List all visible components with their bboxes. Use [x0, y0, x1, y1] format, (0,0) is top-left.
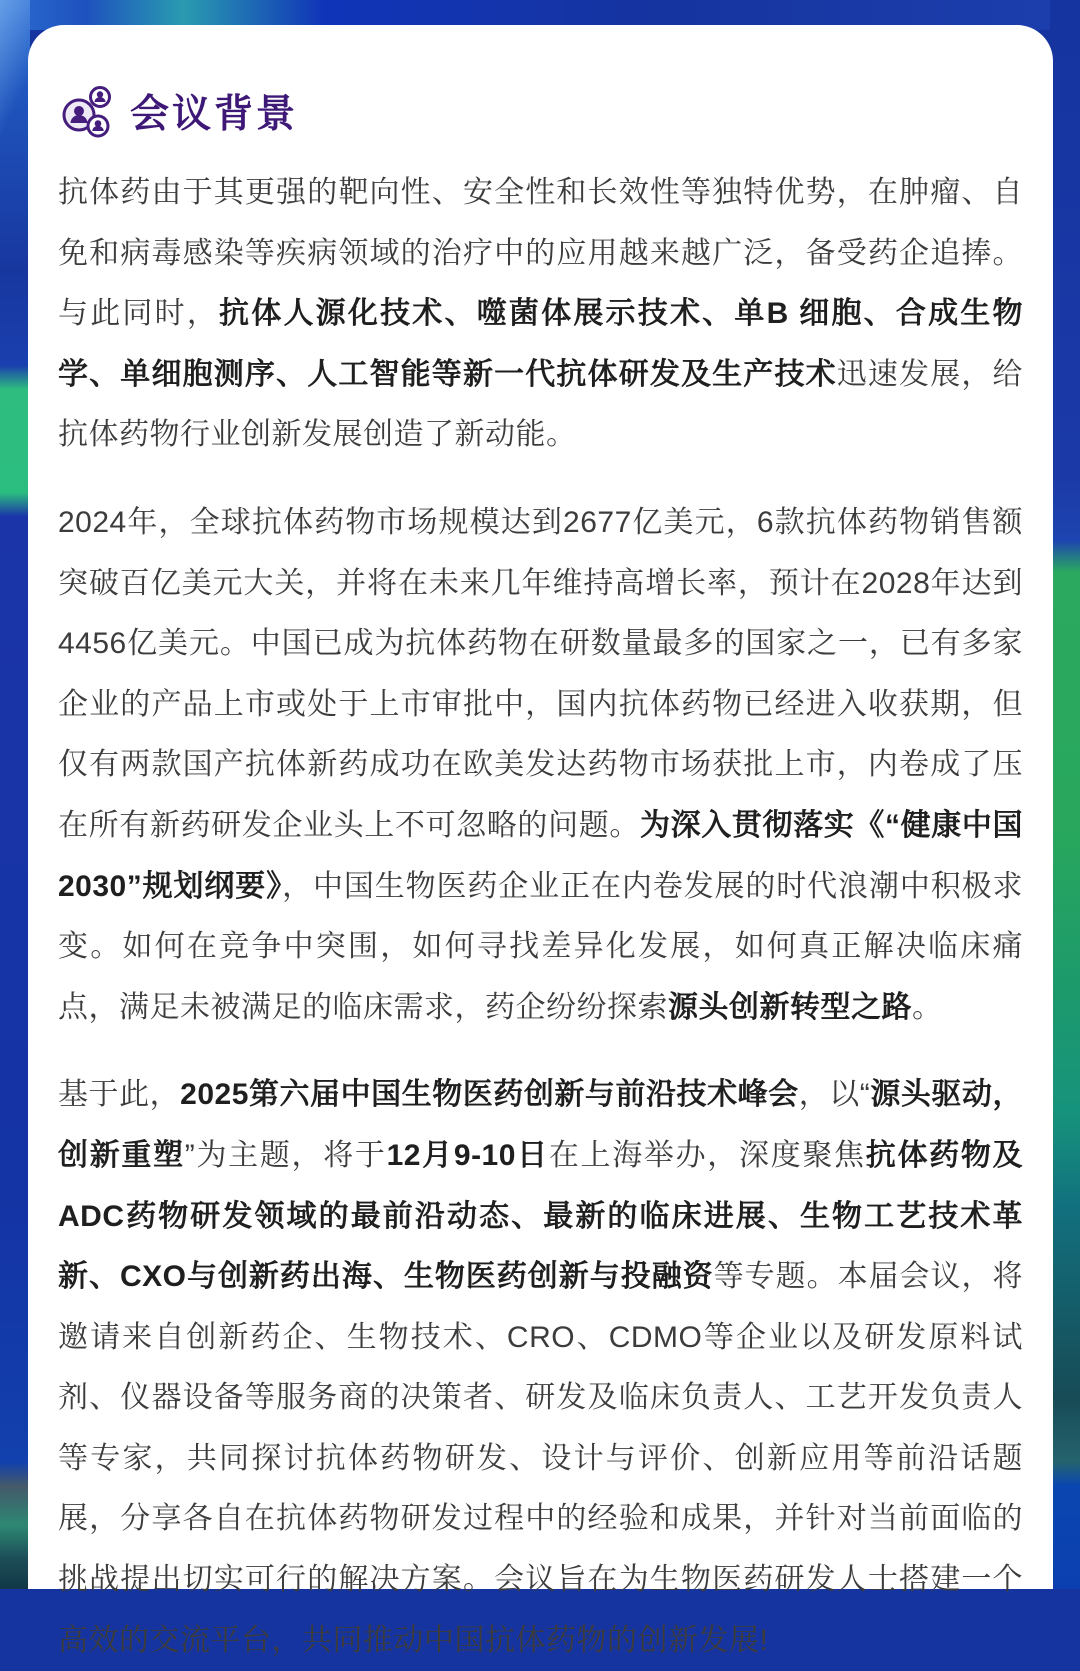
emphasis-text: 源头驱动，创新重塑 — [58, 1078, 1023, 1172]
body-text: 迅速发展，给抗体药物行业创新发展创造了新动能。 — [58, 357, 1023, 452]
emphasis-text: 抗体药物及ADC药物研发领域的最前沿动态、最新的临床进展、生物工艺技术革新、CXO与创新药出海、生物医药创新与投融资 — [58, 1138, 1024, 1294]
emphasis-text: 2025第六届中国生物医药创新与前沿技术峰会 — [180, 1078, 799, 1112]
paragraph — [58, 1065, 1023, 1671]
frame-gradient-right — [1050, 0, 1080, 1589]
body-text: 2024年，全球抗体药物市场规模达到2677亿美元，6款抗体药物销售额突破百亿美元大关，并将在未来几年维持高增长率，预计在2028年达到4456亿美元。中国已成为抗体药物在研数量最多的国家之一，已有多家企业的产品上市或处于上市审批中，国内抗体药物已经进入收获期，但仅有两款国产抗体新药成功在欧美发达药物市场获批上市，内卷成了压在所有新药研发企业头上不可忽略的问题。 — [58, 505, 1023, 842]
body-text: 抗体药由于其更强的靶向性、安全性和长效性等独特优势，在肿瘤、自免和病毒感染等疾病领域的治疗中的应用越来越广泛，备受药企追捧。与此同时， — [58, 176, 1023, 331]
section-title: 会议背景 — [130, 93, 299, 136]
body-text: 基于此， — [58, 1078, 181, 1112]
body-text: 。 — [912, 990, 943, 1024]
body-text: ”为主题，将于 — [184, 1138, 387, 1172]
body-text: ，以“ — [798, 1078, 871, 1112]
body-text: 在上海举办，深度聚焦 — [548, 1138, 866, 1172]
frame-gradient-left — [0, 0, 30, 1589]
section-header — [58, 83, 1023, 139]
paragraph — [58, 163, 1023, 466]
conference-background-text — [58, 163, 1023, 1671]
emphasis-text: 抗体人源化技术、噬菌体展示技术、单B 细胞、合成生物学、单细胞测序、人工智能等新一代抗体研发及生产技术 — [58, 297, 1024, 391]
body-text: ，中国生物医药企业正在内卷发展的时代浪潮中积极求变。如何在竞争中突围，如何寻找差异化发展，如何真正解决临床痛点，满足未被满足的临床需求，药企纷纷探索 — [58, 869, 1023, 1024]
emphasis-text: 12月9-10日 — [386, 1138, 549, 1172]
emphasis-text: 源头创新转型之路 — [668, 990, 912, 1024]
content-card — [28, 25, 1053, 1657]
paragraph — [58, 493, 1023, 1038]
body-text: 等专题。本届会议，将邀请来自创新药企、生物技术、CRO、CDMO等企业以及研发原料试剂、仪器设备等服务商的决策者、研发及临床负责人、工艺开发负责人等专家，共同探讨抗体药物研发、设计与评价、创新应用等前沿话题展，分享各自在抗体药物研发过程中的经验和成果，并针对当前面临的挑战提出切实可行的解决方案。会议旨在为生物医药研发人士搭建一个高效的交流平台，共同推动中国抗体药物的创新发展! — [58, 1260, 1023, 1657]
people-network-icon — [60, 84, 114, 138]
emphasis-text: 为深入贯彻落实《“健康中国2030”规划纲要》 — [58, 808, 1024, 903]
